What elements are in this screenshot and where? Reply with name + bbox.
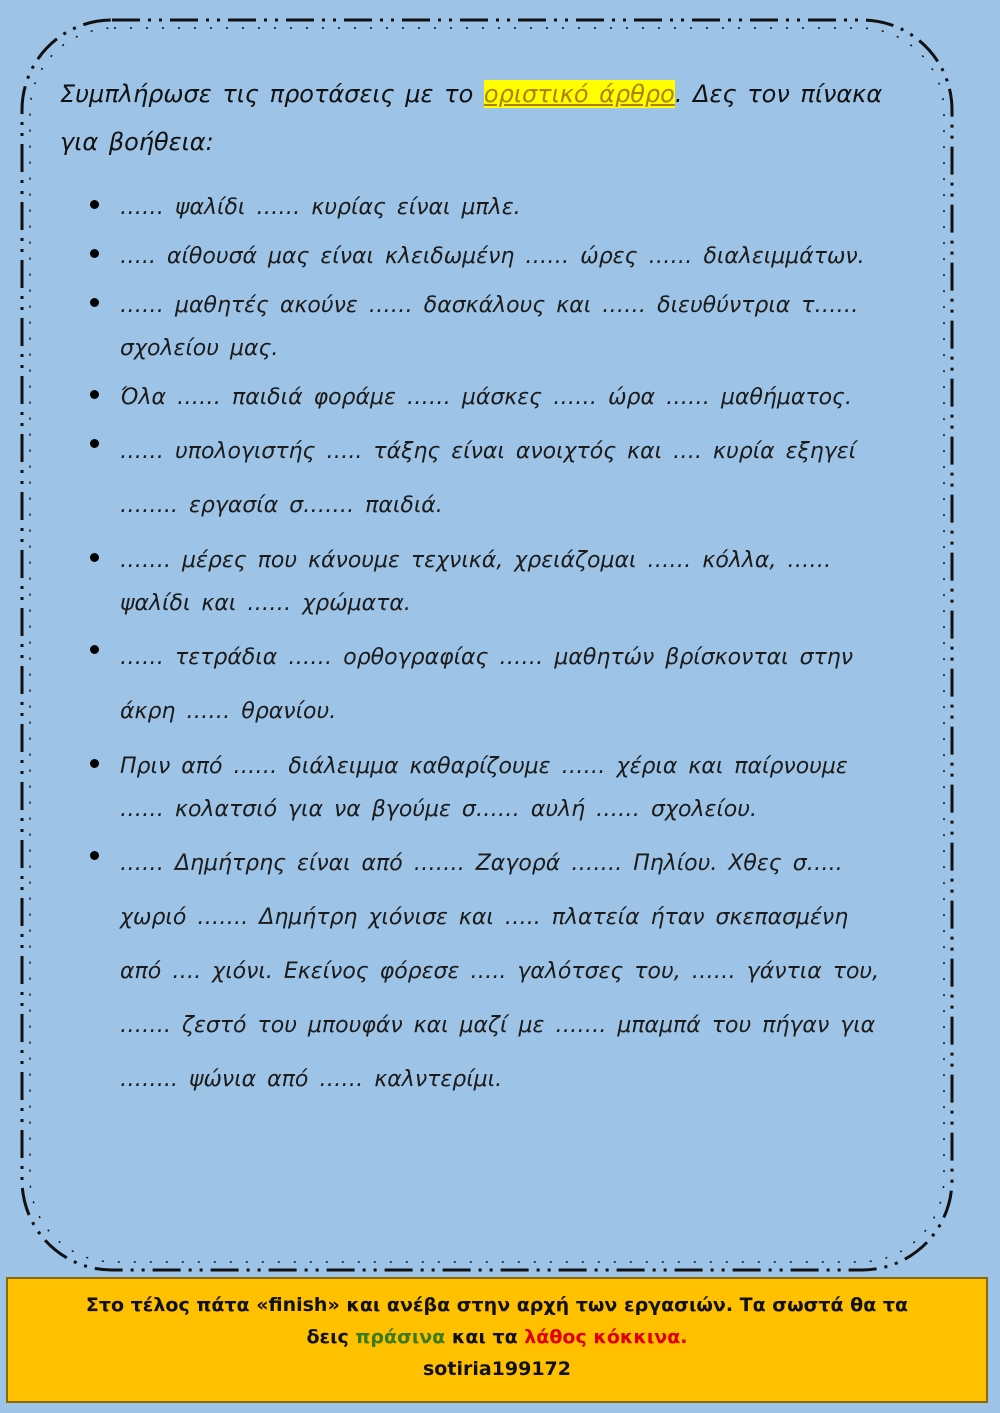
bullet-icon (90, 390, 99, 399)
instruction-before: Συμπλήρωσε τις προτάσεις με το (60, 80, 484, 108)
footer-line-2 (8, 1321, 986, 1353)
bullet-icon (90, 249, 99, 258)
list-item (84, 235, 884, 278)
instruction-highlight: οριστικό άρθρο (483, 80, 675, 108)
instruction-after: . Δες τον πίνακα για βοήθεια: (60, 80, 883, 156)
sentence-text: …… μαθητές ακούνε …… δασκάλους και …… διευθύντρια τ…… σχολείου μας. (120, 293, 859, 361)
footer-line-1: Στο τέλος πάτα «finish» και ανέβα στην αρχή των εργασιών. Τα σωστά θα τα (85, 1294, 909, 1316)
bullet-icon (90, 553, 99, 562)
list-item (84, 186, 884, 229)
bullet-icon (90, 759, 99, 768)
footer-line-2-prefix: δεις (306, 1326, 356, 1348)
bullet-icon (90, 439, 99, 448)
list-item (84, 284, 884, 370)
sentence-text: …… ψαλίδι …… κυρίας είναι μπλε. (120, 195, 521, 220)
red-word: λάθος κόκκινα. (524, 1326, 688, 1348)
sentence-text: Πριν από …… διάλειμμα καθαρίζουμε …… χέρια και παίρνουμε …… κολατσιό για να βγούμε σ…… αυλή …… σχολείου. (120, 754, 848, 822)
list-item (84, 425, 884, 533)
bullet-icon (90, 298, 99, 307)
author-handle: sotiria199172 (423, 1358, 571, 1380)
list-item (84, 837, 884, 1107)
list-item (84, 745, 884, 831)
green-word: πράσινα (355, 1326, 446, 1348)
sentence-text: ……. μέρες που κάνουμε τεχνικά, χρειάζομαι …… κόλλα, …… ψαλίδι και …… χρώματα. (120, 548, 832, 616)
bullet-icon (90, 645, 99, 654)
sentence-text: …… Δημήτρης είναι από ……. Ζαγορά ……. Πηλίου. Χθες σ….. χωριό ……. Δημήτρη χιόνισε και ….. πλατεία ήταν σκεπασμένη από …. χιόνι. Εκείνος φόρεσε ….. γαλότσες του, …… γάντια του, ……. ζεστό του μπουφάν και μαζί με ……. μπαμπά του πήγαν για …….. ψώνια από …… καλντερίμι. (120, 851, 880, 1092)
instruction-text (60, 70, 930, 166)
bullet-icon (90, 851, 99, 860)
bullet-icon (90, 200, 99, 209)
footer-note (6, 1277, 988, 1403)
list-item (84, 376, 884, 419)
footer-line-2-mid: και τα (445, 1326, 525, 1348)
sentence-text: ….. αίθουσά μας είναι κλειδωμένη …… ώρες …… διαλειμμάτων. (120, 244, 865, 269)
sentence-text: …… τετράδια …… ορθογραφίας …… μαθητών βρίσκονται στην άκρη …… θρανίου. (120, 645, 853, 724)
list-item (84, 539, 884, 625)
sentence-text: …… υπολογιστής ….. τάξης είναι ανοιχτός και …. κυρία εξηγεί …….. εργασία σ……. παιδιά. (120, 439, 857, 518)
list-item (84, 631, 884, 739)
sentence-text: Όλα …… παιδιά φοράμε …… μάσκες …… ώρα …… μαθήματος. (120, 385, 852, 410)
exercise-list (84, 186, 884, 1113)
